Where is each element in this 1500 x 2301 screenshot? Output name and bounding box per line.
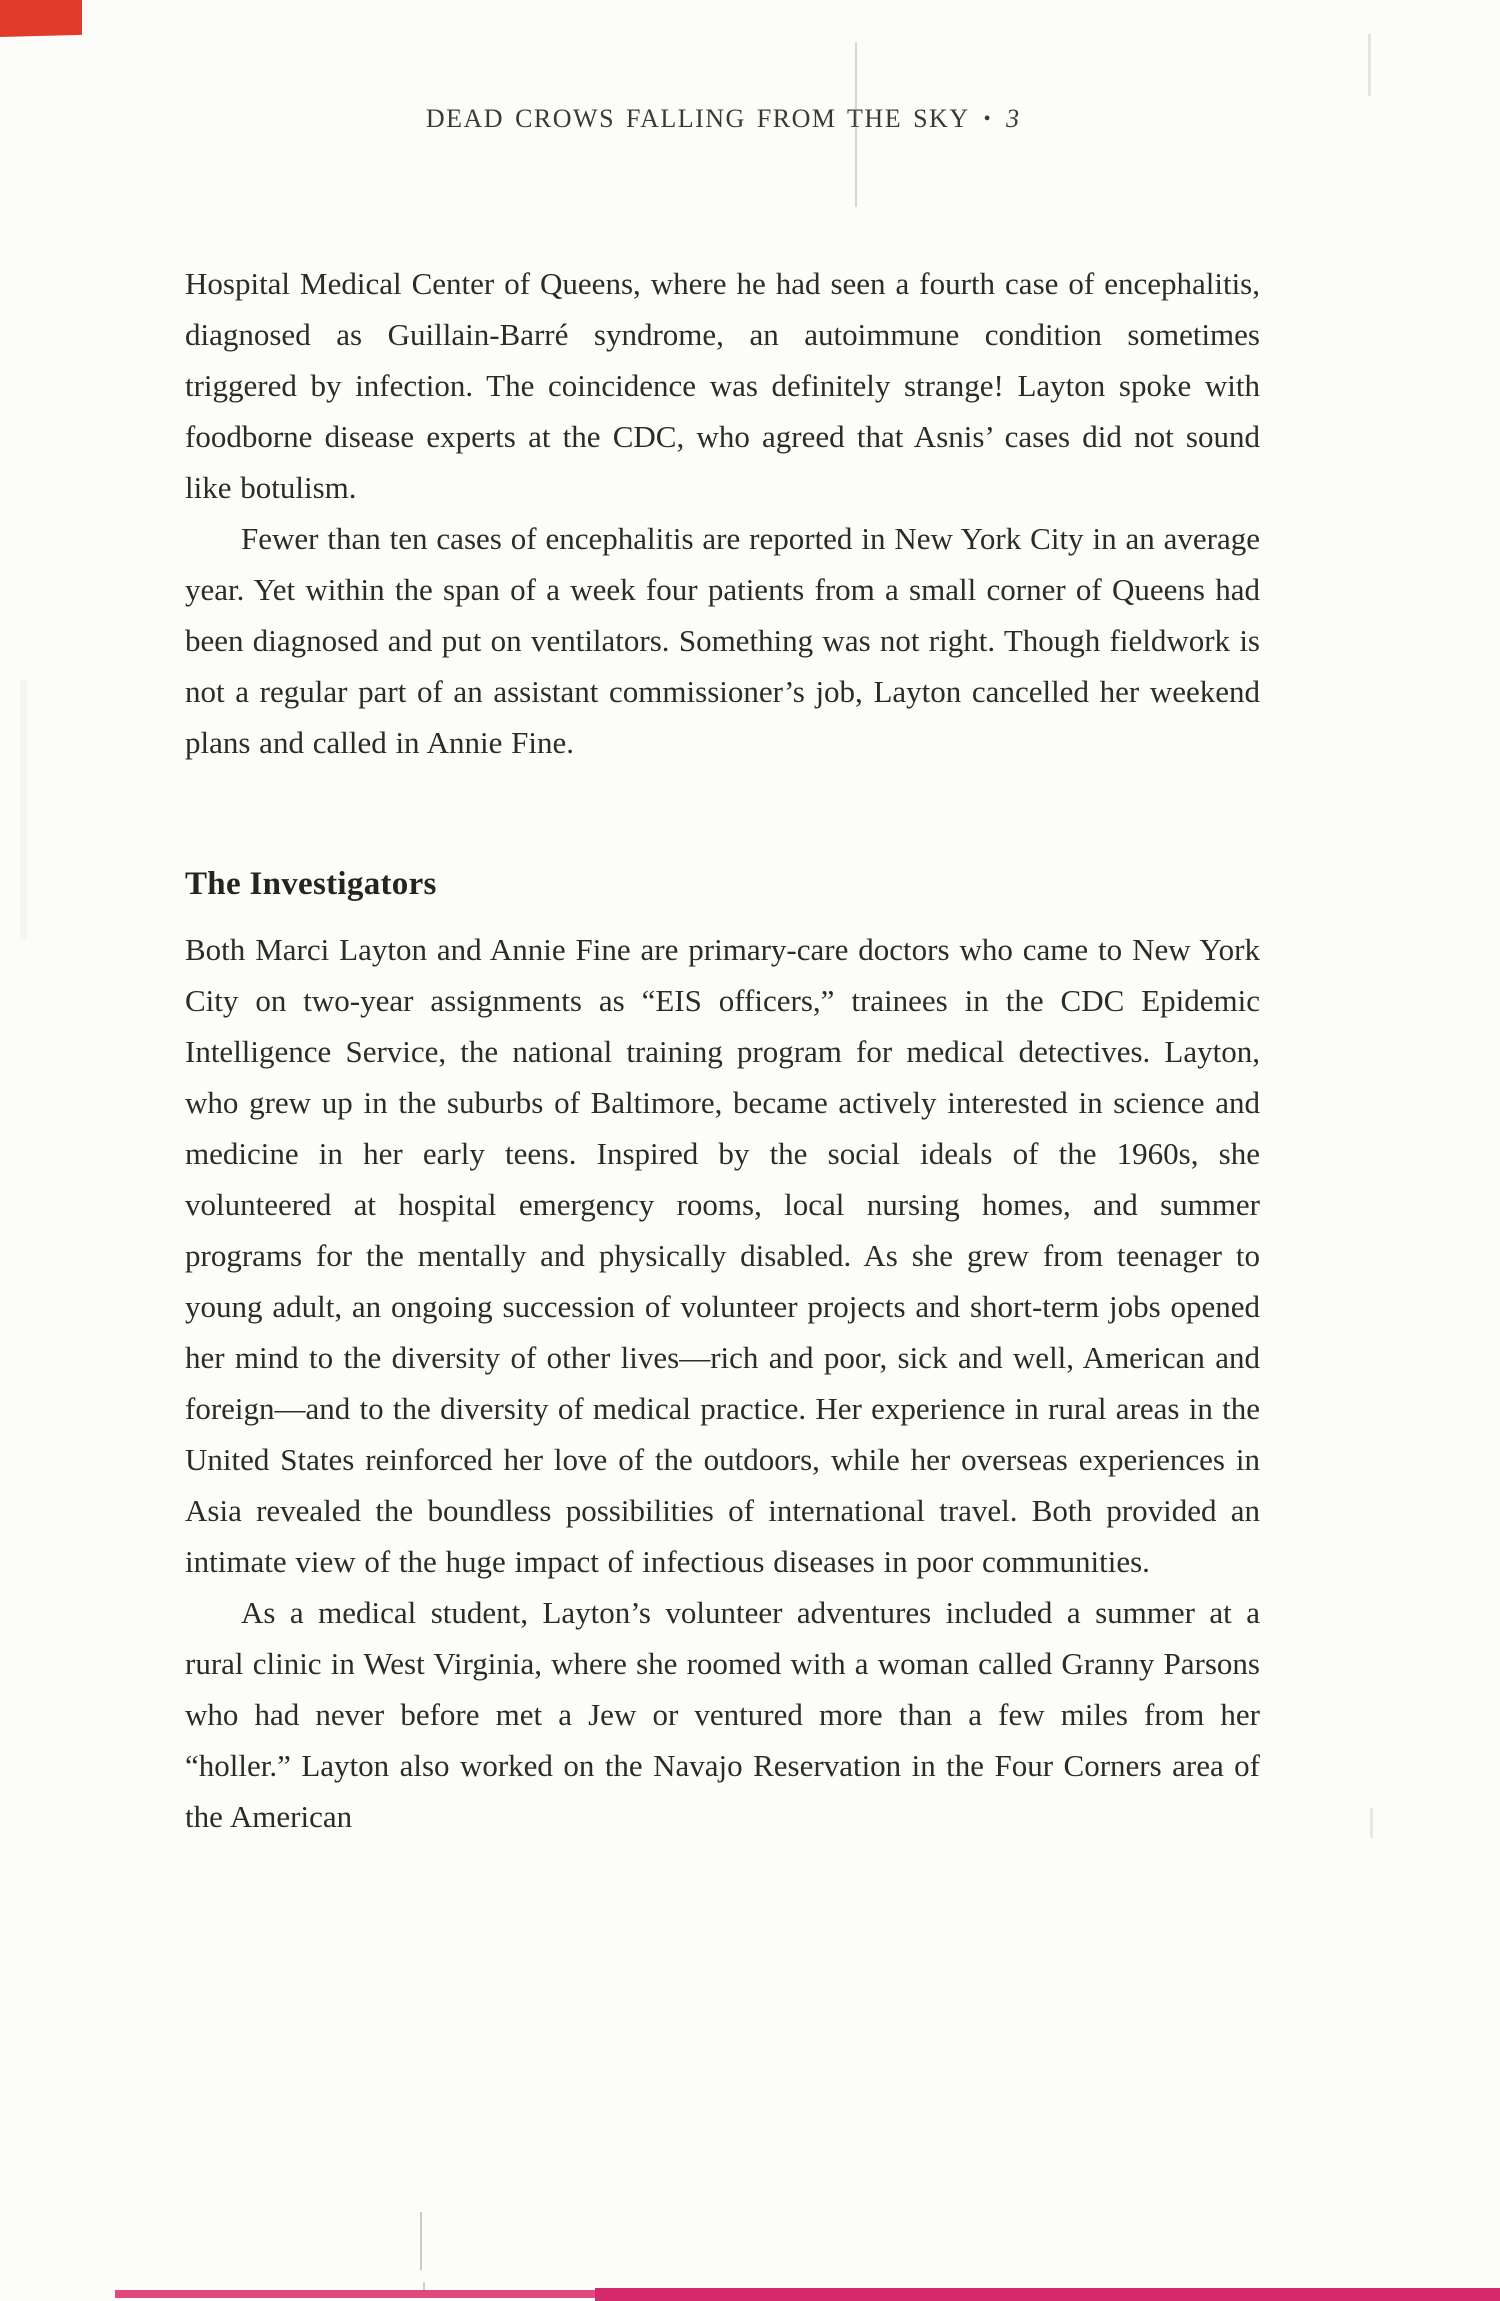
scan-artifact-vertical-line-bottom [420, 2212, 422, 2270]
paragraph-3: Both Marci Layton and Annie Fine are primary-care doctors who came to New York City on two-year assignments as “EIS officers,” trainees in the CDC Epidemic Intelligence Service, the national training program for medical detectives. Layton, who grew up in the suburbs of Baltimore, became actively interested in science and medicine in her early teens. Inspired by the social ideals of the 1960s, she volunteered at hospital emergency rooms, local nursing homes, and summer programs for the mentally and physically disabled. As she grew from teenager to young adult, an ongoing succession of volunteer projects and short-term jobs opened her mind to the diversity of other lives—rich and poor, sick and well, American and foreign—and to the diversity of medical practice. Her experience in rural areas in the United States reinforced her love of the outdoors, while her overseas experiences in Asia revealed the boundless possibilities of international travel. Both provided an intimate view of the huge impact of infectious diseases in poor communities. [185, 932, 1260, 1579]
paragraph-1: Hospital Medical Center of Queens, where he had seen a fourth case of encephalitis, diagnosed as Guillain-Barré syndrome, an autoimmune condition sometimes triggered by infection. The coincidence was definitely strange! Layton spoke with foodborne disease experts at the CDC, who agreed that Asnis’ cases did not sound like botulism. [185, 266, 1260, 505]
paragraph-2: Fewer than ten cases of encephalitis are reported in New York City in an average year. Yet within the span of a week four patients from a small corner of Queens had been diagnosed and put on ventilators. Something was not right. Though fieldwork is not a regular part of an assistant commissioner’s job, Layton cancelled her weekend plans and called in Annie Fine. [185, 521, 1260, 760]
scan-artifact-bottom-strip-right [595, 2288, 1500, 2301]
scan-artifact-bottom-strip-left [115, 2290, 595, 2298]
scan-artifact-right-edge-top [1368, 34, 1371, 96]
section-heading: The Investigators [185, 866, 437, 902]
scan-artifact-right-edge-mid [1370, 1808, 1373, 1838]
scan-artifact-vertical-line-top [855, 42, 857, 207]
paragraph-4: As a medical student, Layton’s volunteer adventures included a summer at a rural clinic in West Virginia, where she roomed with a woman called Granny Parsons who had never before met a Jew or ventured more than a few miles from her “holler.” Layton also worked on the Navajo Reservation in the Four Corners area of the American [185, 1595, 1260, 1834]
page-header [185, 104, 1260, 134]
scan-artifact-left-edge-smudge [20, 680, 27, 940]
page-number: 3 [1006, 104, 1020, 133]
text-block [185, 258, 1260, 1842]
scan-artifact-corner-mark [0, 0, 82, 37]
header-separator: • [983, 108, 993, 130]
running-title: DEAD CROWS FALLING FROM THE SKY [425, 104, 970, 133]
